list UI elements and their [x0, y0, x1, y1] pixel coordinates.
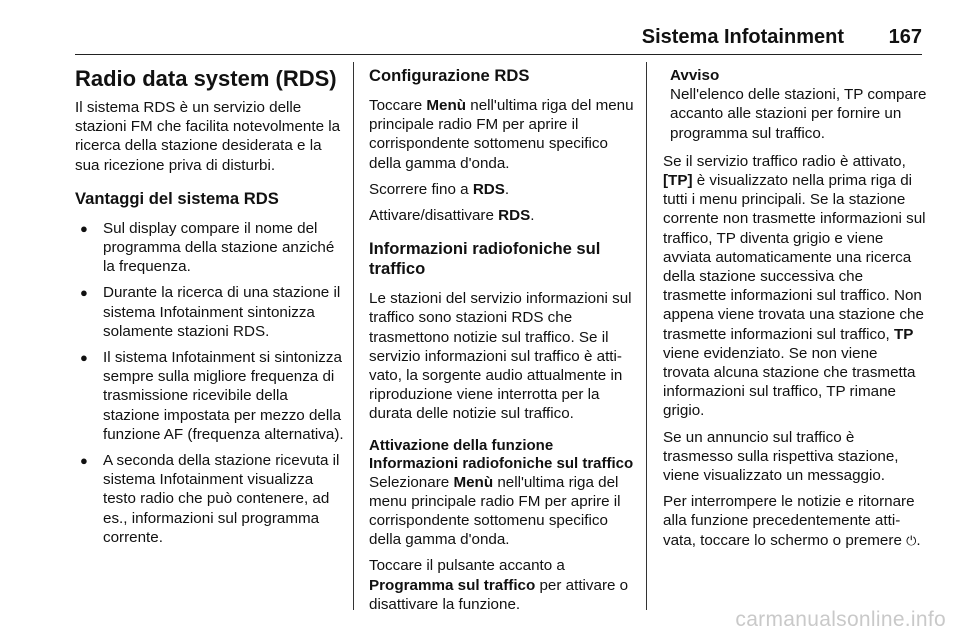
- column-left: [75, 66, 345, 554]
- page-header: [75, 26, 922, 55]
- bullet-icon: ●: [80, 453, 88, 469]
- paragraph: Se il servizio traffico radio è attivato, [TP] è visualizzato nella prima riga di tutti i menu principali. Se la stazione corrente non trasmette informazioni sul traffico, TP diventa grigio e viene avviata automaticamente una ricerca della stazione successiva che trasmette informazioni sul traffico. Non appena viene trovata una stazione che trasmette informazioni sul traffico, TP viene evidenziato. Se non viene trovata alcuna stazione che trasmetta informazioni sul traffico, TP rimane grigio.: [663, 152, 926, 420]
- list-item: ● Sul display compare il nome del programma della stazione anziché la frequenza.: [80, 219, 335, 276]
- paragraph: Toccare il pulsante accanto a Programma sul traffico per attivare o disattivare la funzione.: [369, 557, 629, 613]
- page-number: 167: [888, 26, 922, 48]
- paragraph: Attivare/disattivare RDS.: [369, 207, 535, 225]
- vantaggi-list: [75, 219, 345, 547]
- paragraph: Toccare Menù nell'ultima riga del menu principale radio FM per aprire il corrispondente sottomenu specifico della gamma d'onda.: [369, 97, 634, 172]
- heading-informazioni-traffico: Informazioni radiofoniche sul traffico: [369, 239, 601, 279]
- column-middle: [369, 66, 634, 621]
- power-icon: ⏻: [906, 532, 917, 548]
- rds-intro: Il sistema RDS è un servizio delle stazioni FM che facilita notevolmente la ricerca della stazione desiderata e la sua ricezione priva di disturbi.: [75, 99, 341, 174]
- paragraph: Se un annuncio sul traffico è trasmesso sulla rispettiva stazione, viene visualizzato un messaggio.: [663, 428, 899, 485]
- paragraph: Le stazioni del servizio informazioni sul traffico sono stazioni RDS che trasmettono notizie sul traffico. Se il servizio informazioni sul traffico è attivato, la sorgente audio attualmente in riproduzione viene interrotta per la durata delle notizie sul traffico.: [369, 290, 632, 423]
- heading-rds: Radio data system (RDS): [75, 66, 337, 91]
- column-right: [663, 66, 928, 557]
- section-title: Sistema Infotainment: [641, 26, 844, 48]
- heading-attivazione: Attivazione della funzione Informazioni radiofoniche sul traffico: [369, 436, 634, 472]
- bullet-icon: ●: [80, 285, 88, 301]
- bullet-icon: ●: [80, 220, 88, 236]
- watermark: carmanualsonline.info: [735, 608, 946, 631]
- note-box: [663, 66, 928, 143]
- bullet-icon: ●: [80, 350, 88, 366]
- heading-vantaggi: Vantaggi del sistema RDS: [75, 188, 279, 208]
- note-title: Avviso: [670, 67, 720, 84]
- heading-configurazione: Configurazione RDS: [369, 66, 530, 85]
- list-item: ● Il sistema Infotainment si sintonizza sempre sulla migliore frequenza di trasmissione ricevibile della stazione impostata per mezzo della funzione AF (frequenza alternativa).: [80, 349, 344, 443]
- paragraph: Per interrompere le notizie e ritornare alla funzione precedentemente attivata, toccare lo schermo o premere ⏻.: [663, 493, 921, 549]
- list-item: ● A seconda della stazione ricevuta il sistema Infotainment visualizza testo radio che può contenere, ad es., informazioni sul programma corrente.: [80, 452, 340, 546]
- paragraph: Scorrere fino a RDS.: [369, 180, 510, 198]
- list-item: ● Durante la ricerca di una stazione il sistema Infotainment sintonizza solamente stazioni RDS.: [80, 284, 341, 340]
- column-divider: [646, 62, 647, 610]
- note-text: Nell'elenco delle stazioni, TP compare accanto alle stazioni per fornire un programma sul traffico.: [670, 86, 927, 142]
- column-divider: [353, 62, 354, 610]
- paragraph: Selezionare Menù nell'ultima riga del menu principale radio FM per aprire il corrispondente sottomenu specifico della gamma d'onda.: [369, 473, 621, 549]
